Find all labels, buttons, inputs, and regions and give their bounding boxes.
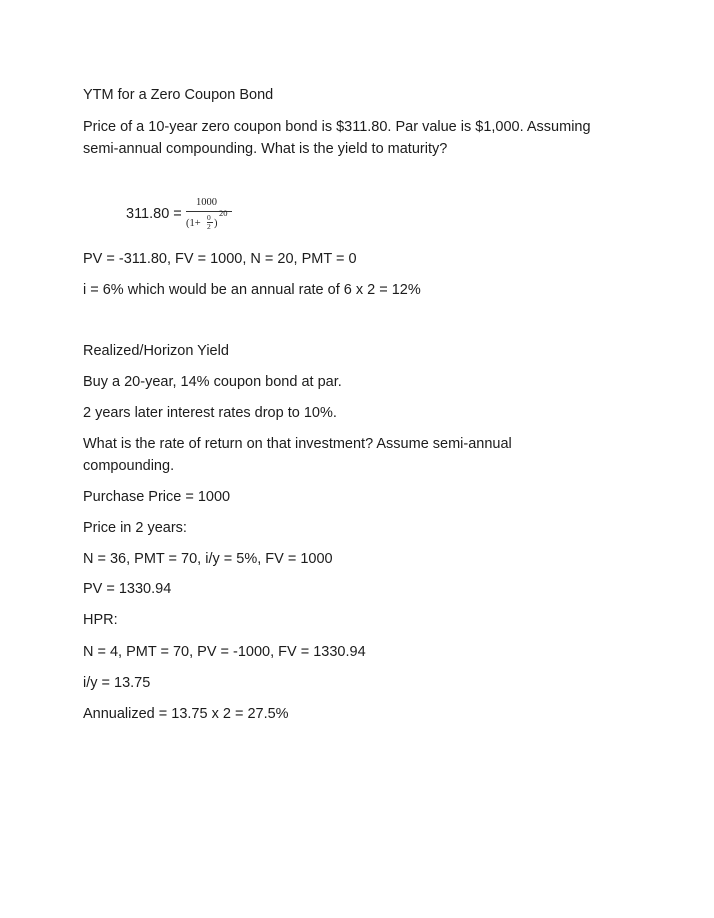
ytm-question: Price of a 10-year zero coupon bond is $311.80. Par value is $1,000. Assuming semi-annual compounding. What is the yield to maturity? bbox=[83, 119, 591, 157]
realized-title: Realized/Horizon Yield bbox=[83, 343, 229, 359]
ytm-inputs: PV = -311.80, FV = 1000, N = 20, PMT = 0 bbox=[83, 251, 357, 267]
equation-inner-numerator: 0 bbox=[207, 213, 211, 222]
ytm-title: YTM for a Zero Coupon Bond bbox=[83, 87, 274, 103]
purchase-price: Purchase Price = 1000 bbox=[83, 489, 231, 505]
equation-fraction bbox=[186, 196, 232, 238]
annualized: Annualized = 13.75 x 2 = 27.5% bbox=[83, 706, 289, 722]
realized-line-1: Buy a 20-year, 14% coupon bond at par. bbox=[83, 374, 342, 390]
ytm-equation bbox=[126, 196, 256, 240]
realized-line-2: 2 years later interest rates drop to 10%. bbox=[83, 405, 337, 421]
price-result: PV = 1330.94 bbox=[83, 581, 172, 597]
equation-numerator: 1000 bbox=[196, 197, 217, 208]
equation-inner-denominator: 2 bbox=[207, 222, 211, 231]
equation-lhs: 311.80 = bbox=[126, 206, 182, 222]
equation-denominator-close: ) bbox=[214, 218, 218, 229]
realized-question: What is the rate of return on that investment? Assume semi-annual compounding. bbox=[83, 436, 512, 474]
price-label: Price in 2 years: bbox=[83, 520, 187, 536]
price-inputs: N = 36, PMT = 70, i/y = 5%, FV = 1000 bbox=[83, 551, 333, 567]
equation-denominator-open: (1+ bbox=[186, 218, 201, 229]
equation-exponent: 20 bbox=[219, 208, 228, 218]
hpr-inputs: N = 4, PMT = 70, PV = -1000, FV = 1330.94 bbox=[83, 644, 366, 660]
hpr-label: HPR: bbox=[83, 612, 118, 628]
hpr-result: i/y = 13.75 bbox=[83, 675, 151, 691]
ytm-result: i = 6% which would be an annual rate of 6 x 2 = 12% bbox=[83, 282, 421, 298]
